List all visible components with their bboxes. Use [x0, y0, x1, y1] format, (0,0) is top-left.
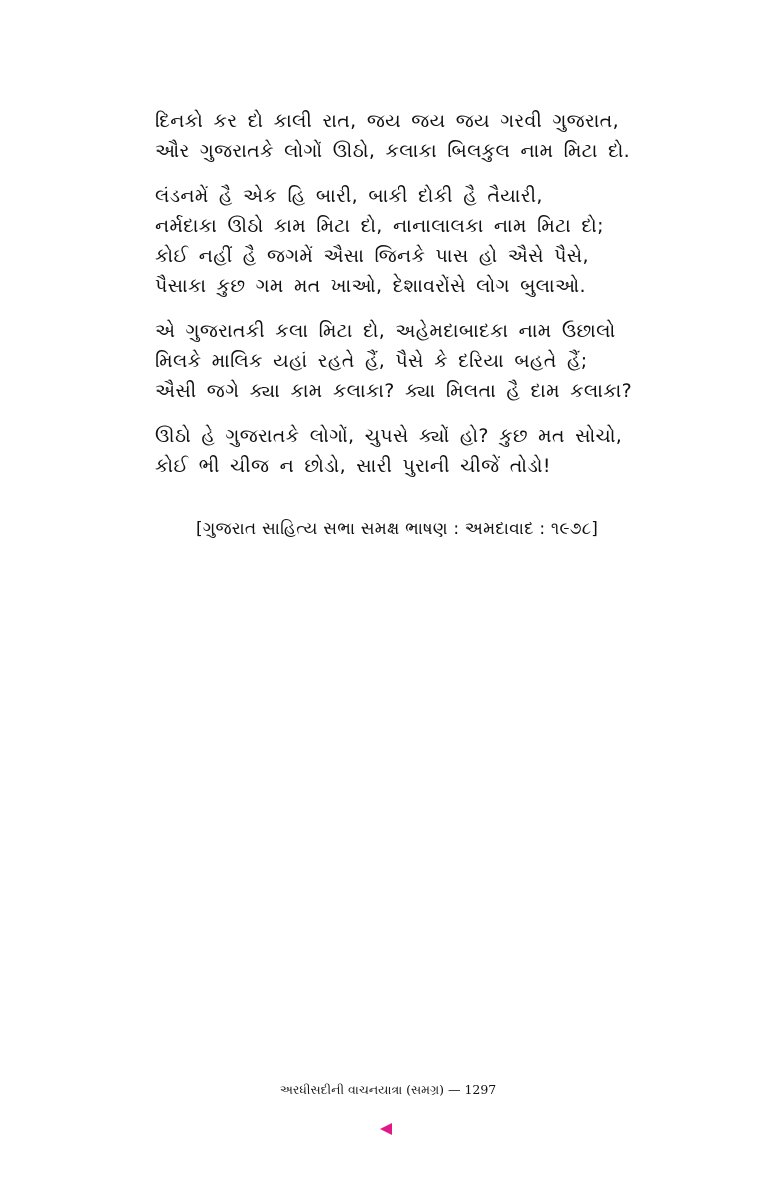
poem-line: લંડનમેં હૈ એક હિ બારી, બાકી દોકી હૈ તૈયારી,	[155, 185, 543, 207]
poem-line: ઊઠો હે ગુજરાતકે લોગોં, ચુપસે ક્યોં હો? કુછ મત સોચો,	[155, 425, 623, 447]
poem-line: એ ગુજરાતકી કલા મિટા દો, અહેમદાબાદકા નામ ઉછાલો	[155, 320, 616, 342]
poem-line: મિલકે માલિક યહાં રહતે હૈં, પૈસે કે દરિયા બહતે હૈં;	[155, 350, 588, 372]
poem-stanza-1	[155, 106, 695, 166]
poem-body	[155, 106, 695, 496]
poem-line: નર્મદાકા ઊઠો કામ મિટા દો, નાનાલાલકા નામ મિટા દો;	[155, 215, 604, 237]
poem-line: કોઈ ભી ચીજ ન છોડો, સારી પુરાની ચીજેં તોડો!	[155, 455, 551, 477]
page-marker-icon	[380, 1123, 392, 1135]
poem-line: ઔર ગુજરાતકે લોગોં ઊઠો, કલાકા બિલકુલ નામ મિટા દો.	[155, 140, 631, 162]
poem-stanza-4	[155, 421, 695, 481]
page-footer: અરધીસદીની વાચનયાત્રા (સમગ્ર) — 1297	[279, 1082, 497, 1097]
poem-stanza-3	[155, 316, 695, 406]
source-citation: [ગુજરાત સાહિત્ય સભા સમક્ષ ભાષણ : અમદાવાદ : ૧૯૭૮]	[196, 519, 599, 539]
poem-line: પૈસાકા કુછ ગમ મત ખાઓ, દેશાવરોંસે લોગ બુલાઓ.	[155, 275, 586, 297]
poem-stanza-2	[155, 181, 695, 301]
poem-line: ઐસી જગે ક્યા કામ કલાકા? ક્યા મિલતા હૈ દામ કલાકા?	[155, 380, 632, 402]
poem-line: દિનકો કર દો કાલી રાત, જય જય જય ગરવી ગુજરાત,	[155, 110, 619, 132]
poem-line: કોઈ નહીં હૈ જગમેં ઐસા જિનકે પાસ હો ઐસે પૈસે,	[155, 245, 589, 267]
